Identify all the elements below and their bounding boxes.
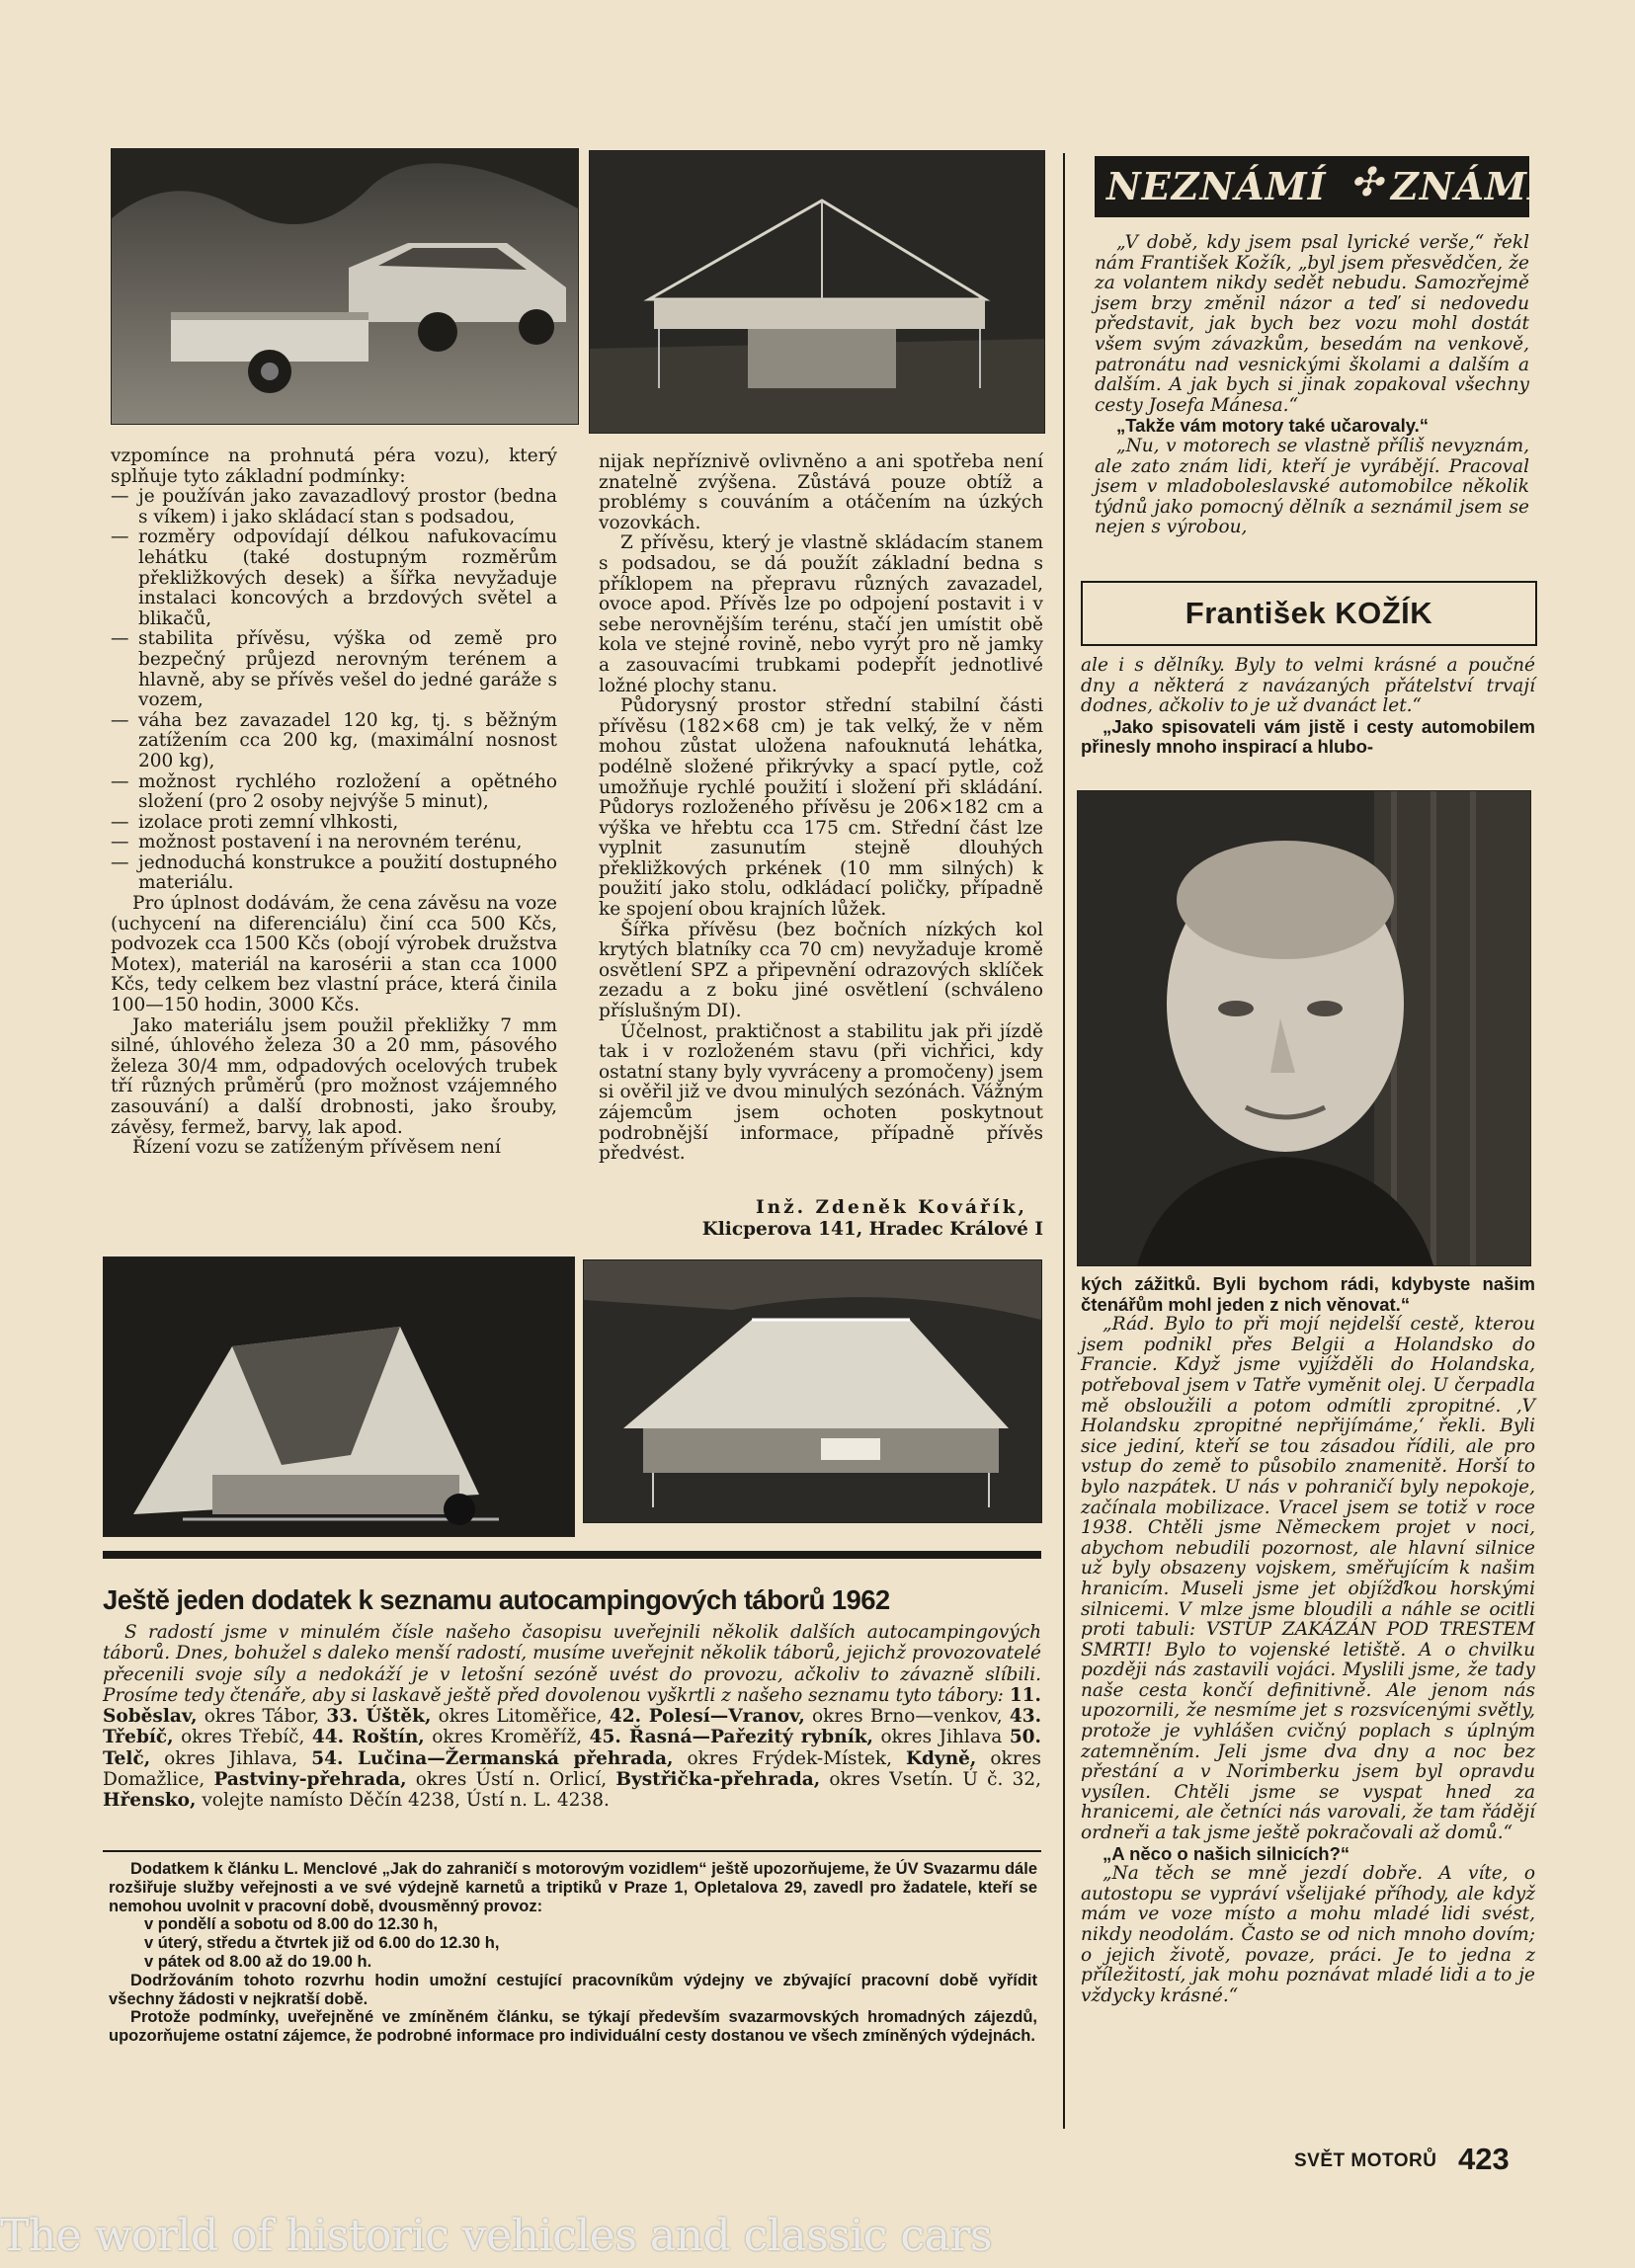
campsite-region: okres Kroměříž, [424, 1727, 590, 1748]
campsite-region: volejte namísto Děčín 4238, Ústí n. L. 4238. [196, 1790, 610, 1812]
campsite-region: okres Třebíč, [173, 1727, 312, 1748]
feature-banner [1095, 156, 1546, 217]
list-item: — váha bez zavazadel 120 kg, tj. s běžným zatížením cca 200 kg, (maximální nosnost 200 kg), [111, 711, 557, 772]
banner-right: ZNÁMÍ [1391, 164, 1546, 208]
paragraph: Půdorysný prostor střední stabilní části přívěsu (182×68 cm) je tak velký, že v něm mohou zůstat uložena nafouknutá lehátka, podélně složené přikrývky a spací pytle, což umožňuje rychlé použití i složení při skládání. Půdorys rozloženého přívěsu je 206×182 cm a výška ve hřebtu cca 175 cm. Střední část lze vyplnit zasunutím stejně dlouhých překližkových prkének (10 mm silných) k použití jako stolu, odkládací poličky, případně ke spojení obou krajních lůžek. [599, 695, 1043, 921]
campsite-name: 42. Polesí—Vranov, [609, 1706, 805, 1728]
paragraph: nijak nepříznivě ovlivněno a ani spotřeba není znatelně zvýšena. Zůstává pouze obtíž a problémy s couváním a otáčením na úzkých vozovkách. [599, 451, 1043, 533]
article-column-2 [599, 452, 1043, 1165]
campsite-name: 11. Soběslav, [103, 1684, 1041, 1728]
list-item: — možnost rychlého rozložení a opětného složení (pro 2 osoby nejvýše 5 minut), [111, 772, 557, 813]
campsites-rule-bottom [103, 1850, 1041, 1852]
campsite-name: 50. Telč, [103, 1727, 1041, 1769]
campsite-name: Pastviny-přehrada, [213, 1769, 407, 1791]
list-item: — izolace proti zemní vlhkosti, [111, 813, 557, 834]
paragraph: Pro úplnost dodávám, že cena závěsu na voze (uchycení na diferenciálu) činí cca 500 Kčs, podvozek cca 1500 Kčs (obojí výrobek družstva Motex), materiál na karosérii a stan cca 1000 Kčs, tedy celkem bez vlastní práce, která činila 100—150 hodin, 3000 Kčs. [111, 893, 557, 1016]
photo-tent-open-front [103, 1256, 575, 1537]
campsites-headline: Ještě jeden dodatek k seznamu autocampingových táborů 1962 [103, 1584, 890, 1615]
addendum-note: Dodržováním tohoto rozvrhu hodin umožní cestující pracovníkům výdejny ve zbývající pracovní době vyřídit všechny žádosti v nejkratší době. [109, 1971, 1037, 2008]
photo-tent-frame-night [589, 150, 1045, 434]
portrait-photo [1077, 790, 1531, 1266]
interviewee-name: František KOŽÍK [1185, 596, 1433, 630]
campsites-text [103, 1622, 1041, 1812]
magazine-name: SVĚT MOTORŮ [1294, 2150, 1437, 2171]
campsite-region: okres Jihlava [872, 1727, 1010, 1748]
list-item: — rozměry odpovídají délkou nafukovacímu lehátku (také dostupným rozměrům překližkových desek) a šířka nevyžaduje instalaci koncových a brzdových světel a blikačů, [111, 527, 557, 629]
name-box [1081, 581, 1537, 646]
paragraph: Šířka přívěsu (bez bočních nízkých kol krytých blatníky cca 70 cm) nevyžaduje kromě osvětlení SPZ a připevnění odrazových sklíček zezadu a z boku jiné osvětlení (schváleno příslušným DI). [599, 919, 1043, 1022]
campsite-name: Kdyně, [905, 1747, 977, 1769]
interview-answer: „V době, kdy jsem psal lyrické verše,“ řekl nám František Kožík, „byl jsem přesvědčen, že za volantem nikdy sedět nebudu. Samozřejmě jsem brzy změnil názor a teď si nedovedu představit, jak bych bez vozu mohl dostát všem svým závazkům, besedám na venkově, patronátu nad vesnickými školami a dalším a dalším. A jak bych si jinak zopakoval všechny cesty Josefa Mánesa.“ [1095, 232, 1529, 416]
paragraph: Jako materiálu jsem použil překližky 7 mm silné, úhlového železa 30 a 20 mm, pásového železa 30/4 mm, odpadových ocelových trubek tří různých průměrů (pro možnost vzájemného zasouvání) a další drobnosti, jako šrouby, závěsy, fermež, barvy, lak apod. [111, 1014, 557, 1138]
campsite-name: 43. Třebíč, [103, 1706, 1042, 1748]
interview-part-1 [1095, 233, 1529, 538]
campsite-region: okres Jihlava, [150, 1747, 312, 1769]
campsite-name: 54. Lučina—Žermanská přehrada, [311, 1747, 674, 1769]
photo-tent-pitched [583, 1259, 1042, 1523]
article-column-1 [111, 446, 557, 1159]
list-item: — možnost postavení i na nerovném terénu, [111, 833, 557, 853]
page-number: 423 [1458, 2142, 1510, 2176]
list-item: — stabilita přívěsu, výška od země pro bezpečný průjezd nerovným terénem a hlavně, aby se přívěs vešel do jedné garáže s vozem, [111, 629, 557, 710]
paragraph: Řízení vozu se zatíženým přívěsem není [132, 1137, 501, 1159]
campsite-name: 33. Úštěk, [326, 1706, 432, 1728]
interview-answer: ale i s dělníky. Byly to velmi krásné a poučné dny a některá z navázaných přátelství trvají dodnes, ačkoliv to je už dvanáct let.“ [1081, 655, 1535, 717]
list-item: — jednoduchá konstrukce a použití dostupného materiálu. [111, 853, 557, 894]
campsites-intro: S radostí jsme v minulém čísle našeho časopisu uveřejnili několik dalších autocampingových táborů. Dnes, bohužel s daleko menší radostí, musíme uveřejnit několik táborů, jejichž provozovatelé přecenili svoje síly a nedokáží je v letošní sezóně uvést do provozu, ačkoliv to závazně slíbili. Prosíme tedy čtenáře, aby si laskavě ještě před dovolenou vyškrtli z našeho seznamu tyto tábory: [103, 1622, 1041, 1706]
campsite-name: Hřensko, [103, 1790, 197, 1812]
interview-answer: „Na těch se mně jezdí dobře. A víte, o autostopu se vypráví všelijaké příhody, ale když mám ve voze místo a mohu mladé lidi svést, nikdy neodolám. Často se od nich mnoho dovím; o jejich životě, povaze, práci. Je to jedna z příležitostí, jak mohu poznávat mladé lidi a to je vždycky krásné.“ [1081, 1863, 1535, 2006]
interview-question: „Takže vám motory také učarovaly.“ [1116, 415, 1430, 437]
campsite-region: okres Litoměřice, [431, 1706, 610, 1728]
interview-answer: „Nu, v motorech se vlastně příliš nevyznám, ale zato znám lidi, kteří je vyrábějí. Pracoval jsem v mladoboleslavské automobilce několik týdnů jako pomocný dělník a seznámil jsem se nejen s výrobou, [1095, 435, 1529, 538]
office-hours-line: v úterý, středu a čtvrtek již od 6.00 do 12.30 h, [144, 1934, 500, 1953]
paragraph: Z přívěsu, který je vlastně skládacím stanem s podsadou, se dá použít základní bedna s příklopem na přepravu různých zavazadel, ovoce apod. Přívěs lze po odpojení postavit i v sebe nerovnějším terénu, stačí jen umístit obě kola ve stejné rovině, nebo vyrýt pro ně jamky a zasouvacími trubkami podepřít jednotlivé ložné plochy stanu. [599, 532, 1043, 696]
addendum-note: Protože podmínky, uveřejněné ve zmíněném článku, se týkají především svazarmovských hromadných zájezdů, upozorňujeme ostatní zájemce, že podrobné informace pro individuální cesty dostanou ve všech zmíněných výdejnách. [109, 2008, 1037, 2046]
campsites-rule-top [103, 1551, 1041, 1559]
campsite-region: okres Tábor, [197, 1706, 327, 1728]
interview-answer: „Rád. Bylo to při mojí nejdelší cestě, kterou jsem podnikl přes Belgii a Holandsko do Francie. Když jsme vyjížděli do Holandska, potřeboval jsem v Tatře vyměnit olej. U čerpadla mě obsloužili a potom odmítli zpropitné. ‚V Holandsku zpropitné nepřijímáme,‘ řekli. Byli sice jediní, kteří se tou zásadou řídili, ale pro vstup do země to působilo znamenitě. Horší to bylo nazpátek. U nás v pohraničí byly nepokoje, začínala mobilizace. Vracel jsem se totiž v roce 1938. Chtěli jsme Německem projet v noci, abychom nebudili pozornost, ale hlavní silnice už byly obsazeny vojskem, směřujícím k našim hranicím. Museli jsme jet objížďkou horskými silnicemi. V mlze jsme bloudili a náhle se ocitli proti tabuli: VSTUP ZAKÁZÁN POD TRESTEM SMRTI! Bylo to vojenské letiště. A o chvilku později nás zastavili vojáci. Myslili jsme, že tady naše cesta končí definitivně. Ale jenom nás upozornili, že nesmíme jet s rozsvícenými světly, protože je vyhlášen cvičný poplach s úplným zatemněním. Jeli jsme dva dny a noc bez přestání a v Norimberku jsem byl opravdu vysílen. Chtěli jsme se vyspat hned za hranicemi, ale četníci nás varovali, že tam řádějí ordneři a tak jsme ještě pokračovali až domů.“ [1081, 1314, 1535, 1844]
campsite-region: okres Domažlice, [103, 1747, 1041, 1791]
list-item: — je používán jako zavazadlový prostor (bedna s víkem) i jako skládací stan s podsadou, [111, 487, 557, 527]
banner-left: NEZNÁMÍ [1106, 164, 1327, 208]
requirements-list [111, 487, 557, 894]
office-hours-line: v pátek od 8.00 až do 19.00 h. [144, 1952, 372, 1971]
campsites-paragraph [103, 1622, 1041, 1812]
interview-part-3 [1081, 1274, 1535, 2006]
office-hours-line: v pondělí a sobotu od 8.00 do 12.30 h, [144, 1915, 439, 1934]
paragraph: Účelnost, praktičnost a stabilitu jak při jízdě tak i v rozloženém stavu (při vichřici, kdy ostatní stany byly vyvráceny a promočeny) jsem si ověřil již ve dvou minulých sezónách. Vážným zájemcům jsem ochoten poskytnout podrobnější informace, případně přívěs předvést. [599, 1020, 1043, 1165]
photo-car-with-trailer [111, 148, 579, 425]
banner-ornament-icon: ✣ [1349, 160, 1383, 205]
interview-question: „A něco o našich silnicích?“ [1103, 1842, 1350, 1864]
addendum-intro: Dodatkem k článku L. Menclové „Jak do zahraničí s motorovým vozidlem“ ještě upozorňujeme, že ÚV Svazarmu dále rozšiřuje služby veřejnosti a ve své výdejně karnetů a triptiků v Praze 1, Opletalova 29, zavedl pro žadatele, kteří se nemohou uvolnit v pracovní době, dvousměnný provoz: [109, 1860, 1037, 1915]
site-watermark: The world of historic vehicles and classic cars [0, 2211, 992, 2261]
interview-question: „Jako spisovateli vám jistě i cesty automobilem přinesly mnoho inspirací a hlubo- [1081, 715, 1535, 758]
campsite-region: okres Ústí n. Orlicí, [406, 1769, 616, 1791]
campsite-name: Bystřička-přehrada, [615, 1769, 821, 1791]
author-address: Klicperova 141, Hradec Králové I [701, 1219, 1043, 1240]
campsite-region: okres Frýdek-Místek, [673, 1747, 906, 1769]
author-name: Inž. Zdeněk Kovářík, [756, 1197, 1027, 1218]
addendum-text [109, 1860, 1037, 2046]
author-signature [599, 1197, 1043, 1241]
column-divider [1063, 153, 1065, 2129]
campsite-region: okres Brno—venkov, [804, 1706, 1010, 1728]
interview-part-2 [1081, 656, 1535, 758]
paragraph: vzpomínce na prohnutá péra vozu), který splňuje tyto základní podmínky: [111, 446, 557, 487]
campsite-region: okres Vsetín. Ú č. 32, [820, 1769, 1041, 1791]
interview-question: kých zážitků. Byli bychom rádi, kdybyste našim čtenářům mohl jeden z nich věnovat.“ [1081, 1273, 1535, 1315]
campsite-name: 44. Roštín, [311, 1727, 425, 1748]
campsite-name: 45. Řasná—Pařezitý rybník, [589, 1727, 873, 1748]
